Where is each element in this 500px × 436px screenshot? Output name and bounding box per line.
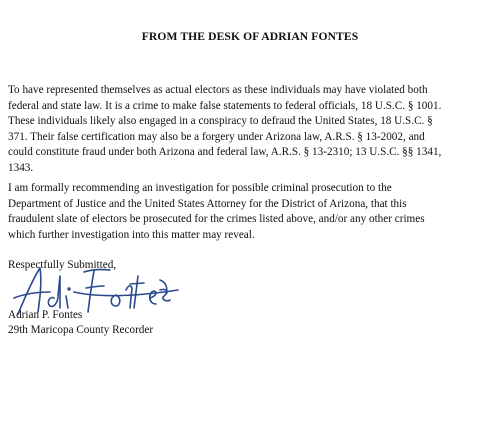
letter-heading: FROM THE DESK OF ADRIAN FONTES <box>141 30 359 43</box>
paragraph-legal-violations: To have represented themselves as actual electors as these individuals may have violated both federal and state law. It is a crime to make false statements to federal officials, 18 U.S.C. § 1001. These individuals likely also engaged in a conspiracy to defraud the United States, 18 U.S.C. § 371. Their false certification may also be a forgery under Arizona law, A.R.S. § 13-2002, and could constitute fraud under both Arizona and federal law, A.R.S. § 13-2310; 13 U.S.C. §§ 1341, 1343. <box>8 84 442 174</box>
closing-line: Respectfully Submitted, <box>8 259 117 271</box>
paragraph-recommendation: I am formally recommending an investigation for possible criminal prosecution to the Department of Justice and the United States Attorney for the District of Arizona, that this fraudulent slate of electors be prosecuted for the crimes listed above, and/or any other crimes which further investigation into this matter may reveal. <box>8 182 425 241</box>
signer-title: 29th Maricopa County Recorder <box>8 324 154 336</box>
signer-name: Adrian P. Fontes <box>8 309 83 321</box>
